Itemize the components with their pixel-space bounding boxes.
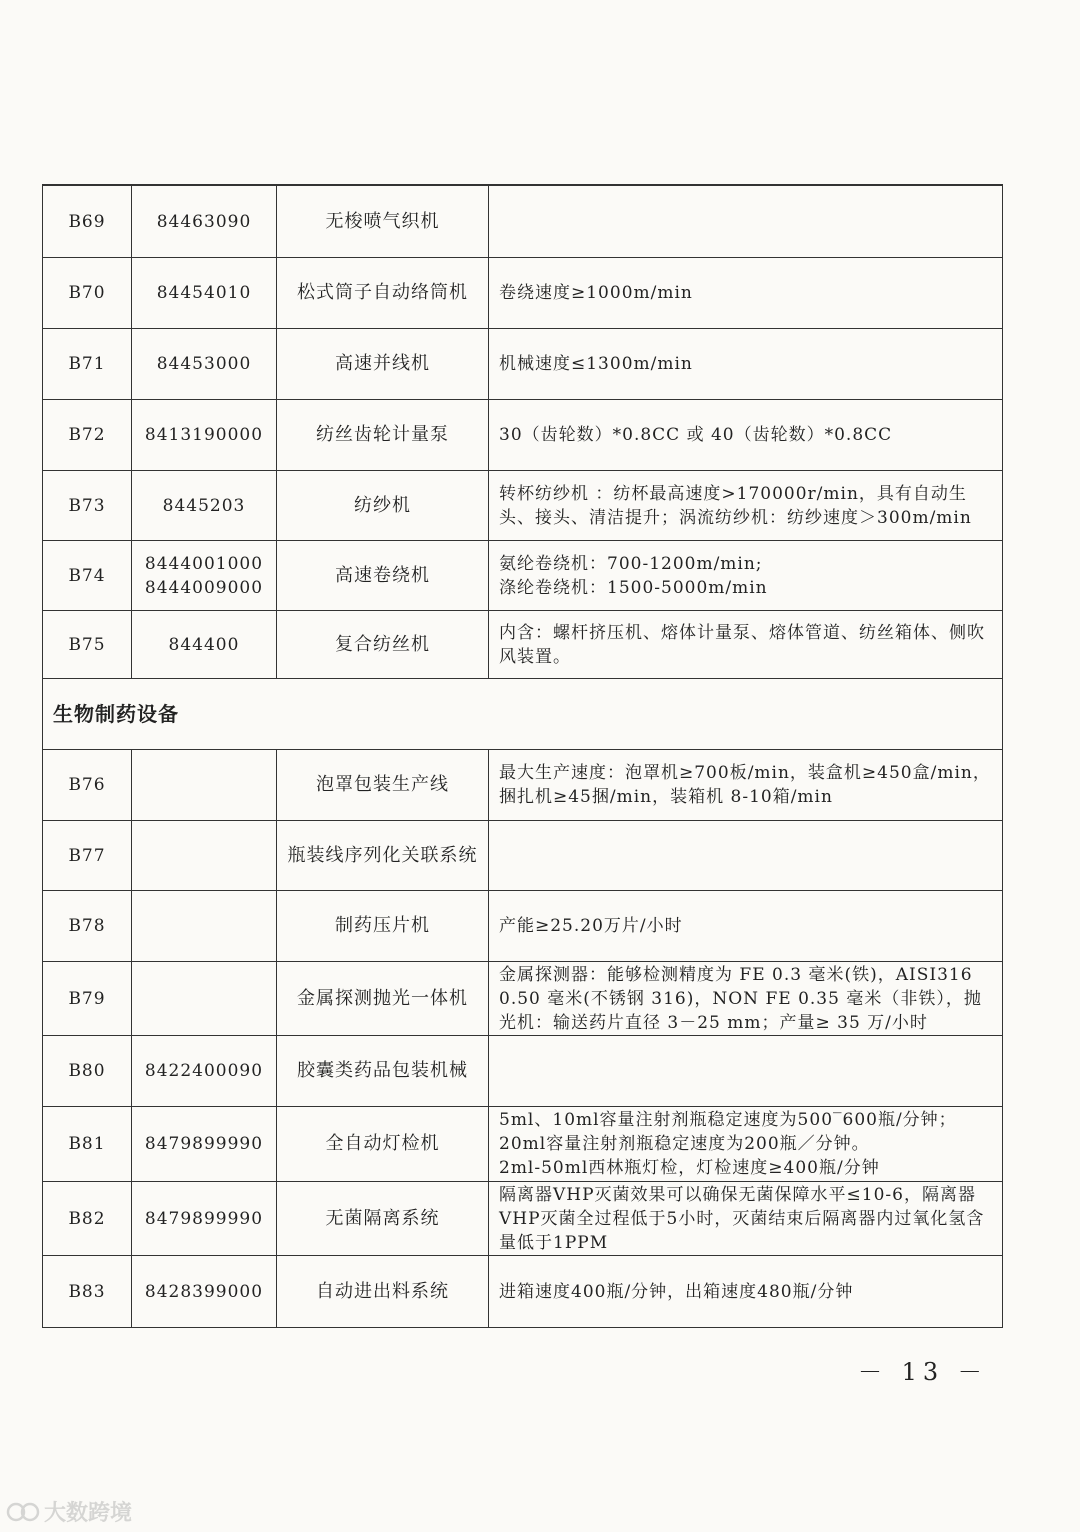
table-row: [43, 400, 1003, 471]
hs-code: 8422400090: [144, 1061, 264, 1081]
table-row: [43, 329, 1003, 400]
table-row: [43, 891, 1003, 962]
equipment-name: 纺纱机: [277, 471, 489, 540]
hs-code-cell: [132, 400, 277, 470]
spec-text: 内含：螺杆挤压机、熔体计量泵、熔体管道、纺丝箱体、侧吹风装置。: [489, 611, 1003, 678]
page-number: － 13 －: [858, 1358, 988, 1386]
table-row: [43, 258, 1003, 329]
spec-text: 卷绕速度≥1000m/min: [489, 258, 1003, 328]
equipment-name: 高速并线机: [277, 329, 489, 399]
hs-code: 84454010: [156, 283, 252, 303]
item-id: B71: [43, 329, 132, 399]
spec-text: 机械速度≤1300m/min: [489, 329, 1003, 399]
hs-code-cell: [132, 186, 277, 257]
hs-code-cell: [132, 1256, 277, 1327]
hs-code-cell: [132, 541, 277, 610]
item-id: B73: [43, 471, 132, 540]
hs-code-cell: [132, 329, 277, 399]
item-id: B77: [43, 821, 132, 890]
item-id: B70: [43, 258, 132, 328]
watermark-logo-icon: [6, 1501, 40, 1523]
hs-code-cell: [132, 611, 277, 678]
hs-code-cell: [132, 891, 277, 961]
hs-code: 8444001000: [144, 553, 264, 574]
spec-text: 氨纶卷绕机：700-1200m/min; 涤纶卷绕机：1500-5000m/min: [489, 541, 1003, 610]
table-row: [43, 186, 1003, 258]
equipment-name: 制药压片机: [277, 891, 489, 961]
item-id: B72: [43, 400, 132, 470]
item-id: B69: [43, 186, 132, 257]
hs-code: 8479899990: [144, 1134, 264, 1154]
equipment-name: 金属探测抛光一体机: [277, 962, 489, 1035]
equipment-name: 无梭喷气织机: [277, 186, 489, 257]
hs-code-cell: [132, 1107, 277, 1181]
hs-code: 8445203: [162, 495, 246, 516]
spec-text: [489, 186, 1003, 257]
hs-code: 8479899990: [144, 1208, 264, 1229]
item-id: B80: [43, 1036, 132, 1106]
equipment-name: 胶囊类药品包装机械: [277, 1036, 489, 1106]
spec-text: 最大生产速度：泡罩机≥700板/min，装盒机≥450盒/min，捆扎机≥45捆/min，装箱机 8-10箱/min: [489, 750, 1003, 820]
equipment-name: 松式筒子自动络筒机: [277, 258, 489, 328]
table-row: [43, 962, 1003, 1036]
table-row: [43, 1036, 1003, 1107]
item-id: B78: [43, 891, 132, 961]
hs-code-cell: [132, 1036, 277, 1106]
spec-text: 金属探测器：能够检测精度为 FE 0.3 毫米(铁)，AISI316 0.50 毫米(不锈钢 316)，NON FE 0.35 毫米（非铁），抛光机：输送药片直径 3－25 mm；产量≥ 35 万/小时: [489, 962, 1003, 1035]
table-row: [43, 1256, 1003, 1328]
item-id: B82: [43, 1182, 132, 1255]
hs-code-cell: [132, 471, 277, 540]
hs-code-cell: [132, 1182, 277, 1255]
equipment-name: 全自动灯检机: [277, 1107, 489, 1181]
equipment-name: 无菌隔离系统: [277, 1182, 489, 1255]
hs-code: 8428399000: [144, 1281, 264, 1302]
table-row: [43, 611, 1003, 679]
item-id: B74: [43, 541, 132, 610]
table-row: [43, 471, 1003, 541]
item-id: B83: [43, 1256, 132, 1327]
equipment-name: 纺丝齿轮计量泵: [277, 400, 489, 470]
spec-text: 转杯纺纱机 ：纺杯最高速度>170000r/min，具有自动生头、接头、清洁提升；涡流纺纱机：纺纱速度＞300m/min: [489, 471, 1003, 540]
hs-code: 84463090: [156, 211, 252, 232]
section-row: [43, 679, 1003, 750]
hs-code-cell: [132, 258, 277, 328]
spec-text: 30（齿轮数）*0.8CC 或 40（齿轮数）*0.8CC: [489, 400, 1003, 470]
equipment-name: 复合纺丝机: [277, 611, 489, 678]
table-row: [43, 1107, 1003, 1182]
spec-text: 5ml、10ml容量注射剂瓶稳定速度为500‾600瓶/分钟；20ml容量注射剂瓶稳定速度为200瓶／分钟。 2ml-50ml西林瓶灯检，灯检速度≥400瓶/分钟: [489, 1107, 1003, 1181]
spec-text: [489, 1036, 1003, 1106]
hs-code-cell: [132, 962, 277, 1035]
spec-text: 隔离器VHP灭菌效果可以确保无菌保障水平≤10-6，隔离器VHP灭菌全过程低于5小时，灭菌结束后隔离器内过氧化氢含量低于1PPM: [489, 1182, 1003, 1255]
item-id: B79: [43, 962, 132, 1035]
equipment-name: 高速卷绕机: [277, 541, 489, 610]
spec-text: 进箱速度400瓶/分钟，出箱速度480瓶/分钟: [489, 1256, 1003, 1327]
textile-rows: [43, 186, 1003, 679]
hs-code-cell: [132, 750, 277, 820]
watermark-text: 大数跨境: [44, 1501, 133, 1526]
hs-code: 844400: [168, 634, 240, 655]
table-row: [43, 750, 1003, 821]
hs-code: 84453000: [156, 354, 252, 374]
table-row: [43, 821, 1003, 891]
table-row: [43, 1182, 1003, 1256]
equipment-table: [42, 184, 1003, 1328]
hs-code: 8444009000: [144, 577, 264, 598]
table-row: [43, 541, 1003, 611]
equipment-name: 瓶装线序列化关联系统: [277, 821, 489, 890]
watermark: [6, 1496, 132, 1527]
spec-text: [489, 821, 1003, 890]
equipment-name: 泡罩包装生产线: [277, 750, 489, 820]
item-id: B76: [43, 750, 132, 820]
item-id: B81: [43, 1107, 132, 1181]
section-title: 生物制药设备: [43, 679, 1003, 749]
equipment-name: 自动进出料系统: [277, 1256, 489, 1327]
item-id: B75: [43, 611, 132, 678]
spec-text: 产能≥25.20万片/小时: [489, 891, 1003, 961]
hs-code: 8413190000: [144, 425, 264, 445]
pharma-rows: [43, 750, 1003, 1328]
hs-code-cell: [132, 821, 277, 890]
